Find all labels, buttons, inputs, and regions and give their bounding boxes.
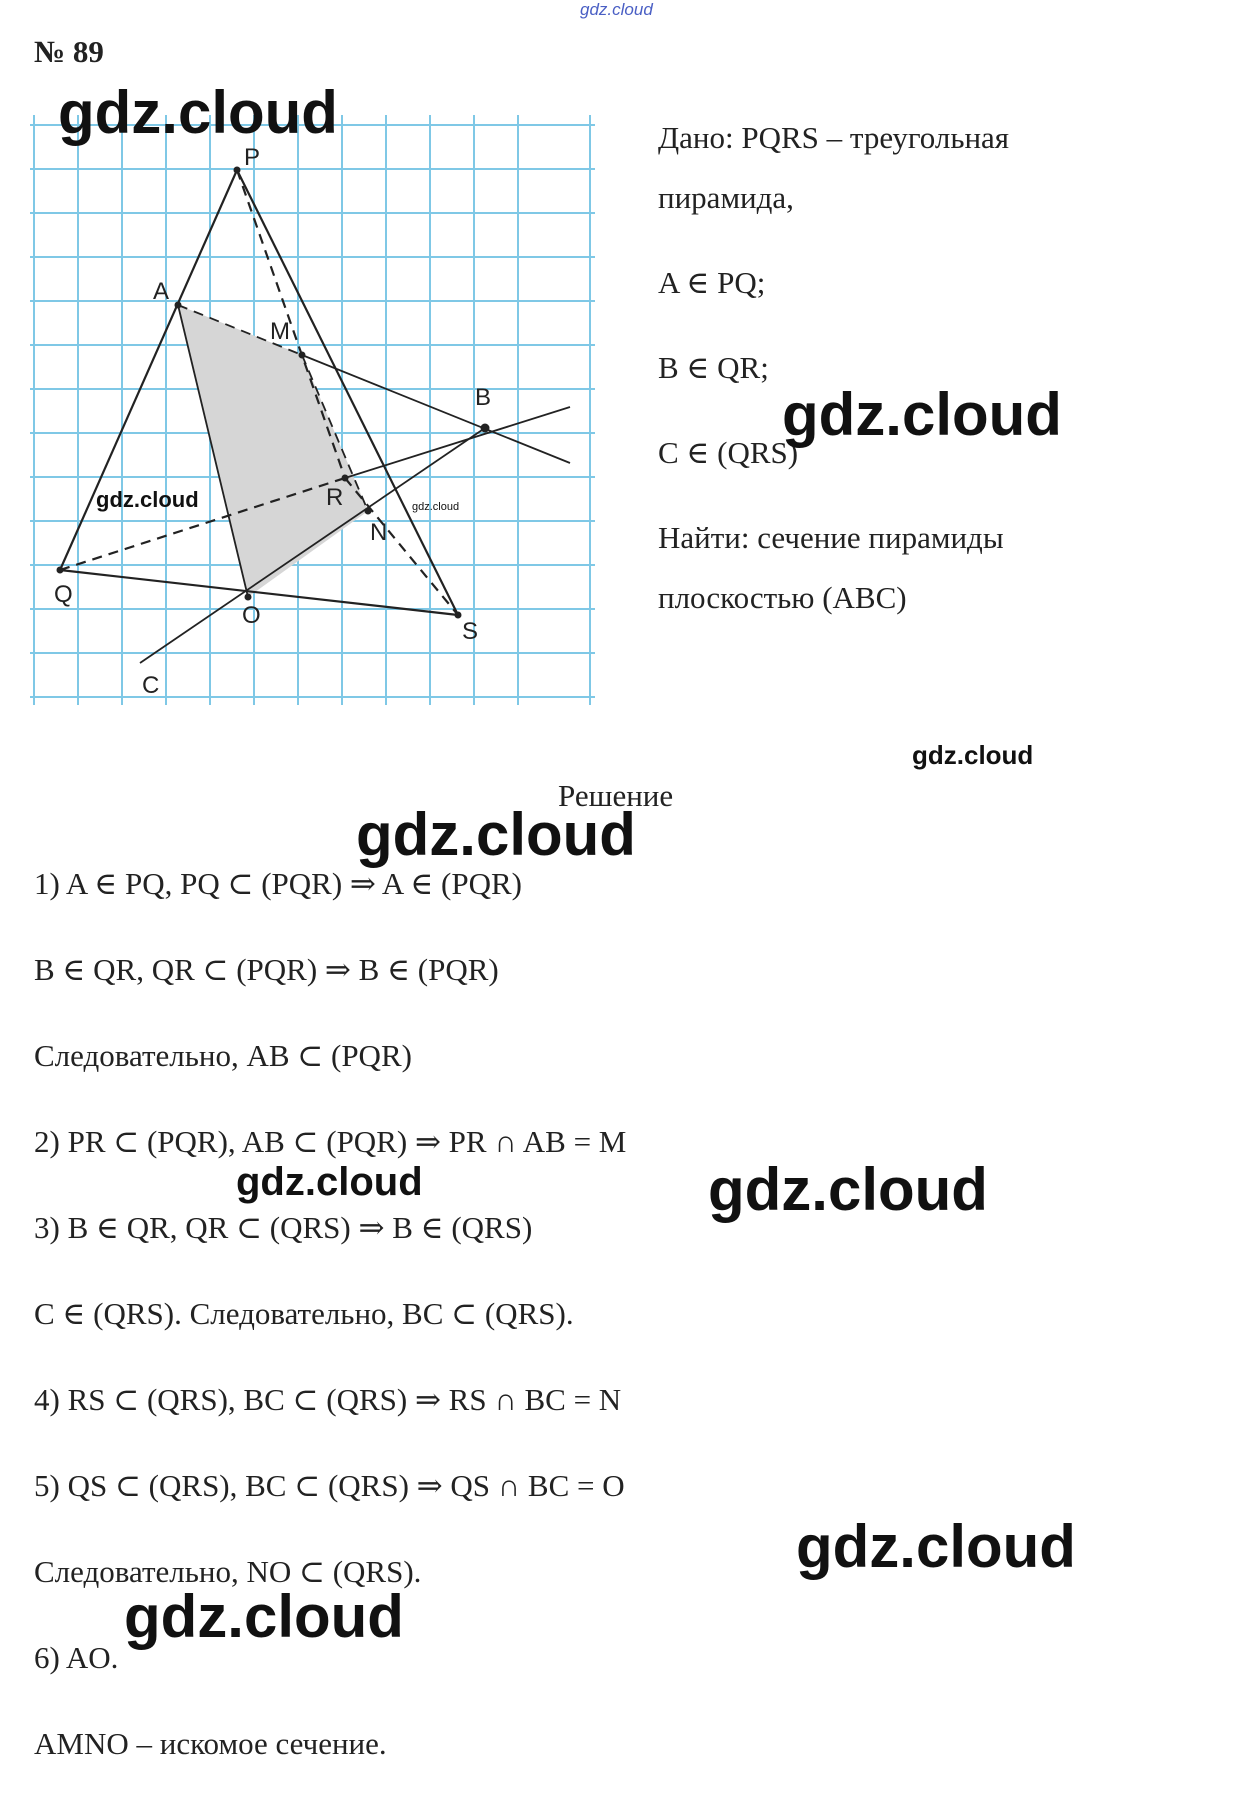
point-p xyxy=(234,167,241,174)
label-m: M xyxy=(270,318,290,345)
step-line-6: C ∈ (QRS). Следовательно, BC ⊂ (QRS). xyxy=(34,1296,574,1331)
point-r xyxy=(342,475,349,482)
given-line-1: Дано: PQRS – треугольная xyxy=(658,120,1010,155)
solution-heading: Решение xyxy=(558,778,674,813)
point-a xyxy=(175,302,182,309)
top-watermark: gdz.cloud xyxy=(580,0,653,19)
pyramid-figure xyxy=(30,115,600,735)
step-line-2: B ∈ QR, QR ⊂ (PQR) ⇒ B ∈ (PQR) xyxy=(34,952,499,987)
given-line-6: Найти: сечение пирамиды xyxy=(658,520,1004,555)
label-s: S xyxy=(462,618,479,645)
step-line-5: 3) B ∈ QR, QR ⊂ (QRS) ⇒ B ∈ (QRS) xyxy=(34,1210,533,1245)
point-n xyxy=(365,508,372,515)
label-n: N xyxy=(370,519,388,546)
figure-watermark-tiny: gdz.cloud xyxy=(412,501,460,513)
watermark: gdz.cloud xyxy=(708,1156,988,1223)
given-line-4: B ∈ QR; xyxy=(658,350,769,385)
given-line-2: пирамида, xyxy=(658,180,794,215)
point-o xyxy=(245,594,252,601)
label-p: P xyxy=(244,144,261,171)
step-line-1: 1) A ∈ PQ, PQ ⊂ (PQR) ⇒ A ∈ (PQR) xyxy=(34,866,523,901)
step-line-3: Следовательно, AB ⊂ (PQR) xyxy=(34,1038,412,1073)
step-line-7: 4) RS ⊂ (QRS), BC ⊂ (QRS) ⇒ RS ∩ BC = N xyxy=(34,1382,622,1417)
step-line-8: 5) QS ⊂ (QRS), BC ⊂ (QRS) ⇒ QS ∩ BC = O xyxy=(34,1468,625,1503)
watermark: gdz.cloud xyxy=(782,381,1062,448)
step-line-11: AMNO – искомое сечение. xyxy=(34,1726,387,1761)
step-line-9: Следовательно, NO ⊂ (QRS). xyxy=(34,1554,422,1589)
label-r: R xyxy=(326,484,344,511)
problem-number: № 89 xyxy=(34,34,104,69)
label-a: A xyxy=(153,278,170,305)
given-line-5: C ∈ (QRS) xyxy=(658,435,799,470)
label-o: O xyxy=(242,602,261,629)
label-c: C xyxy=(142,672,160,699)
watermark: gdz.cloud xyxy=(796,1513,1076,1580)
figure-watermark-left: gdz.cloud xyxy=(96,487,199,512)
watermark: gdz.cloud xyxy=(236,1160,423,1204)
given-line-7: плоскостью (ABC) xyxy=(658,580,907,615)
step-line-4: 2) PR ⊂ (PQR), AB ⊂ (PQR) ⇒ PR ∩ AB = M xyxy=(34,1124,627,1159)
watermark: gdz.cloud xyxy=(356,801,636,868)
label-b: B xyxy=(475,384,492,411)
label-q: Q xyxy=(54,581,73,608)
given-line-3: A ∈ PQ; xyxy=(658,265,766,300)
step-line-10: 6) AO. xyxy=(34,1640,119,1675)
point-q xyxy=(57,567,64,574)
section-amno xyxy=(178,305,368,597)
point-s xyxy=(455,612,462,619)
point-m xyxy=(299,352,306,359)
watermark: gdz.cloud xyxy=(912,740,1034,770)
point-b xyxy=(481,424,490,433)
watermark: gdz.cloud xyxy=(58,79,338,146)
watermark: gdz.cloud xyxy=(124,1583,404,1650)
